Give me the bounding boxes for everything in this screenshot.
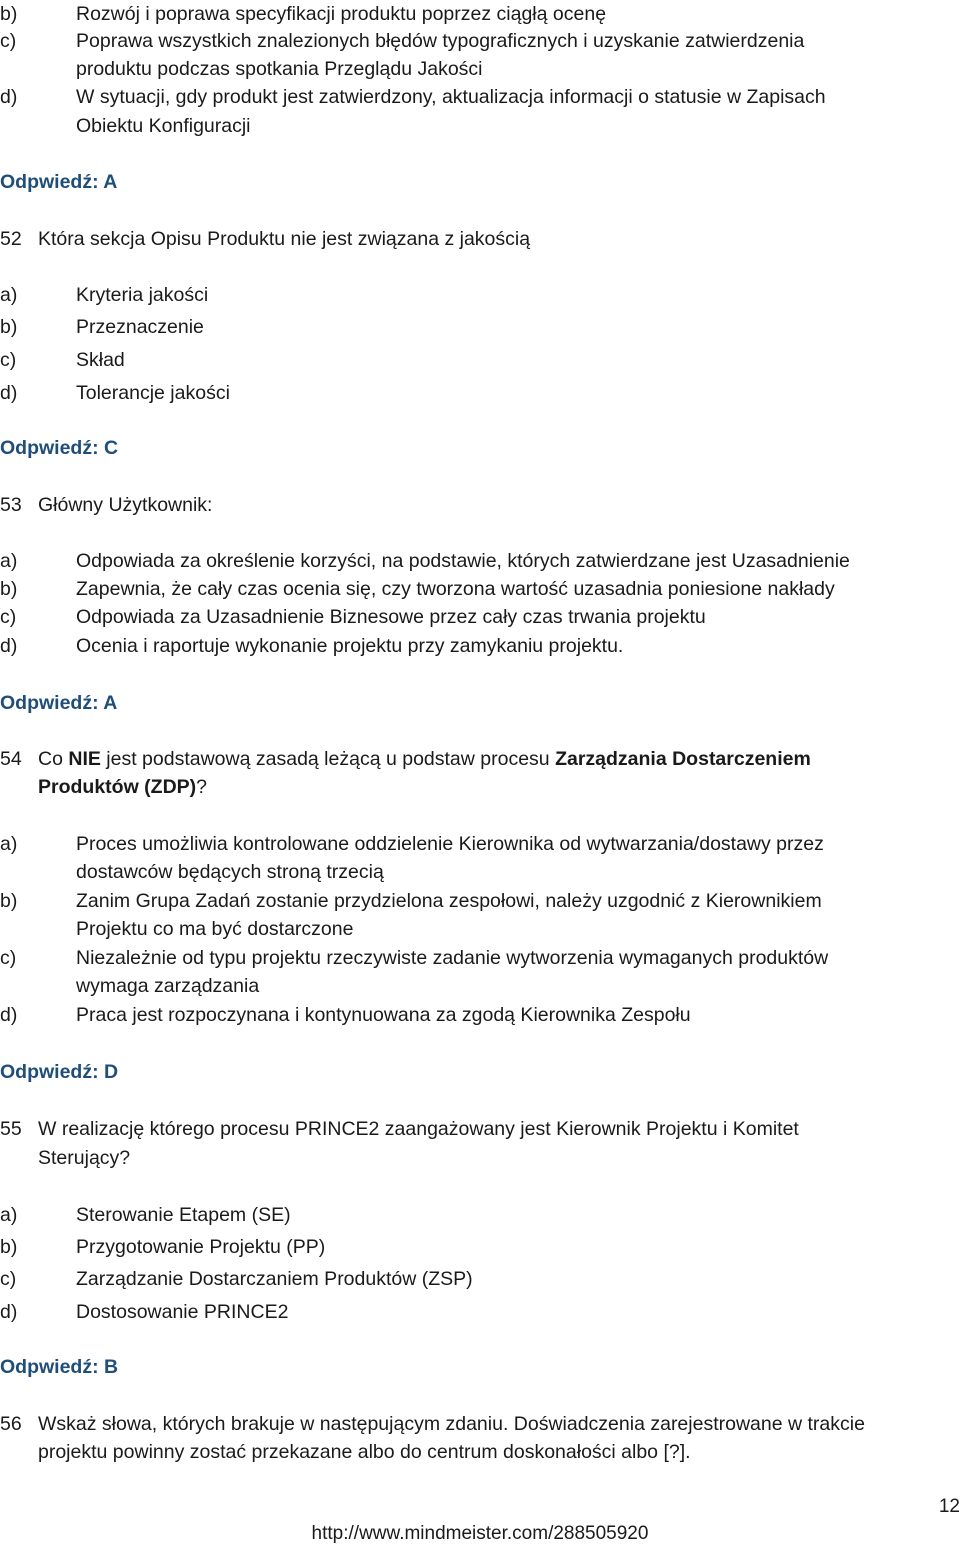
answer-label: Odpwiedź: B (0, 1356, 119, 1378)
page-number: 12 (938, 1496, 960, 1517)
answer-label: Odpwiedź: A (0, 171, 118, 193)
answer-label: Odpwiedź: A (0, 692, 118, 714)
answer-label: Odpwiedź: D (0, 1061, 119, 1083)
answer-label: Odpwiedź: C (0, 437, 119, 459)
footer-url[interactable]: http://www.mindmeister.com/288505920 (311, 1523, 649, 1544)
document-page: b) Rozwój i poprawa specyfikacji produktu poprzez ciągłą ocenę c) Poprawa wszystkich znalezionych błędów typograficznych i uzyskanie zatwierdzenia produktu podczas spotkania Przeglądu Jakości d) W sytuacji, gdy produkt jest zatwierdzony, aktualizacja informacji o statusie w Zapisach Obiektu Konfiguracji Odpwiedź: A 52 Która sekcja Opisu Produktu nie jest związana z jakością a) Kryteria jakości b) Przeznaczenie c) Skład d) Tolerancje jakości Odpwiedź: C 53 Główny Użytkownik: a) Odpowiada za określenie korzyści, na podstawie, których zatwierdzane jest Uzasadnienie b) Zapewnia, że cały czas ocenia się, czy tworzona wartość uzasadnia poniesione nakłady c) Odpowiada za Uzasadnienie Biznesowe przez cały czas trwania projektu d) Ocenia i raportuje wykonanie projektu przy zamykaniu projektu. Odpwiedź: A 54 Co NIE jest podstawową zasadą leżącą u podstaw procesu Zarządzania Dostarczeniem Produktów (ZDP)? a) Proces umożliwia kontrolowane oddzielenie Kierownika od wytwarzania/dostawy przez dostawców będących stroną trzecią b) Zanim Grupa Zadań zostanie przydzielona zespołowi, należy uzgodnić z Kierownikiem Projektu co ma być dostarczone c) Niezależnie od typu projektu rzeczywiste zadanie wytworzenia wymaganych produktów wymaga zarządzania d) Praca jest rozpoczynana i kontynuowana za zgodą Kierownika Zespołu Odpwiedź: D 55 W realizację którego procesu PRINCE2 zaangażowany jest Kierownik Projektu i Komitet Sterujący? a) Sterowanie Etapem (SE) b) Przygotowanie Projektu (PP) c) Zarządzanie Dostarczaniem Produktów (ZSP) d) Dostosowanie PRINCE2 Odpwiedź: B 56 Wskaż słowa, których brakuje w następującym zdaniu. Doświadczenia zarejestrowane w trakcie projektu powinny zostać przekazane albo do centrum doskonałości albo [?]. 12 http://www.mindmeister.com/288505920 (0, 0, 960, 1550)
